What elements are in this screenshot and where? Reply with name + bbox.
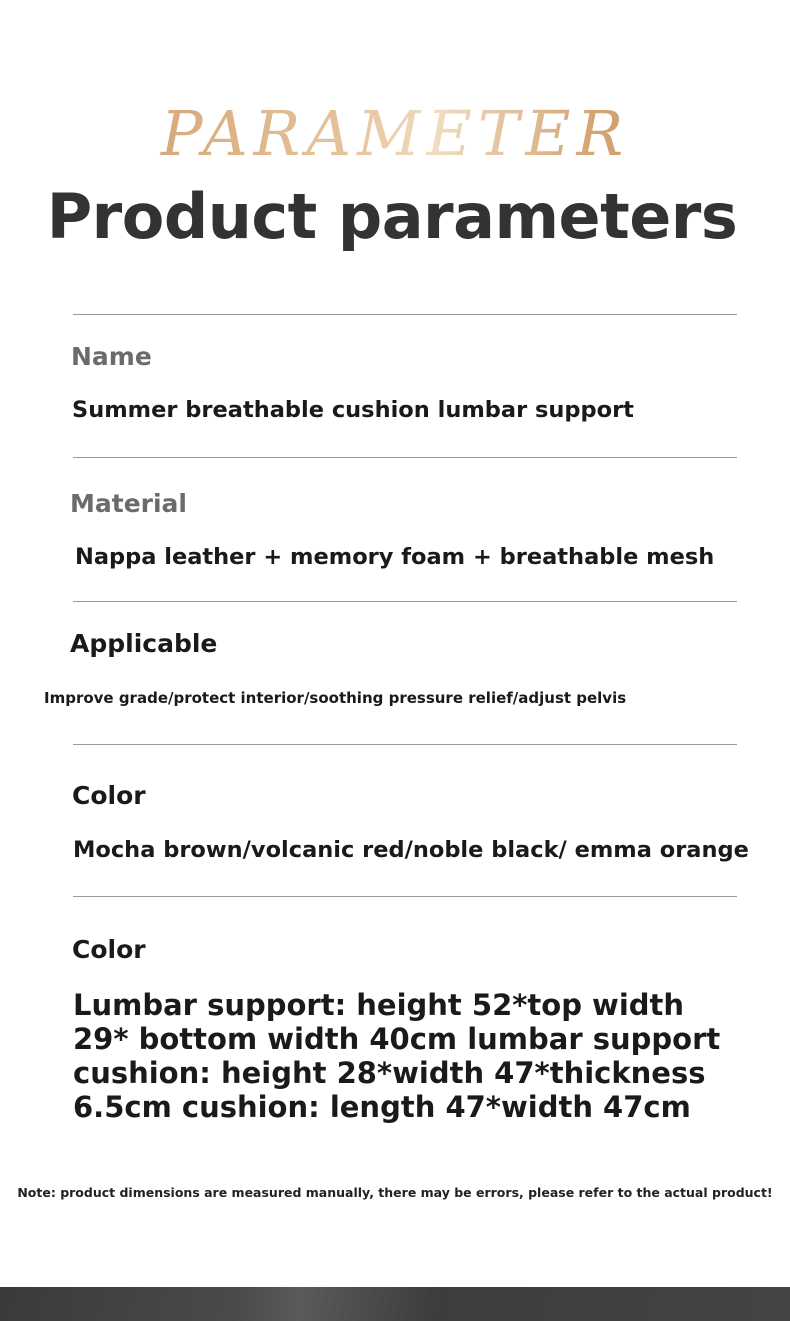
divider [73,457,737,458]
divider [73,601,737,602]
script-title: PARAMETER [0,98,790,170]
page-title: Product parameters [46,180,738,253]
footer-band [0,1287,790,1321]
footnote: Note: product dimensions are measured manually, there may be errors, please refer to the actual product! [17,1185,773,1200]
row-label-applicable: Applicable [70,629,218,658]
row-label-name: Name [71,342,152,371]
divider [73,314,737,315]
row-value-size: Lumbar support: height 52*top width 29* bottom width 40cm lumbar support cushion: height 28*width 47*thickness 6.5cm cushion: length 47*width 47cm [73,988,721,1124]
row-value-color: Mocha brown/volcanic red/noble black/ emma orange [73,837,749,863]
row-label-size: Color [72,935,146,964]
divider [73,896,737,897]
row-value-applicable: Improve grade/protect interior/soothing pressure relief/adjust pelvis [44,689,627,707]
row-value-name: Summer breathable cushion lumbar support [72,397,634,423]
row-label-color: Color [72,781,146,810]
row-value-material: Nappa leather + memory foam + breathable mesh [75,544,715,570]
row-label-material: Material [70,489,187,518]
divider [73,744,737,745]
